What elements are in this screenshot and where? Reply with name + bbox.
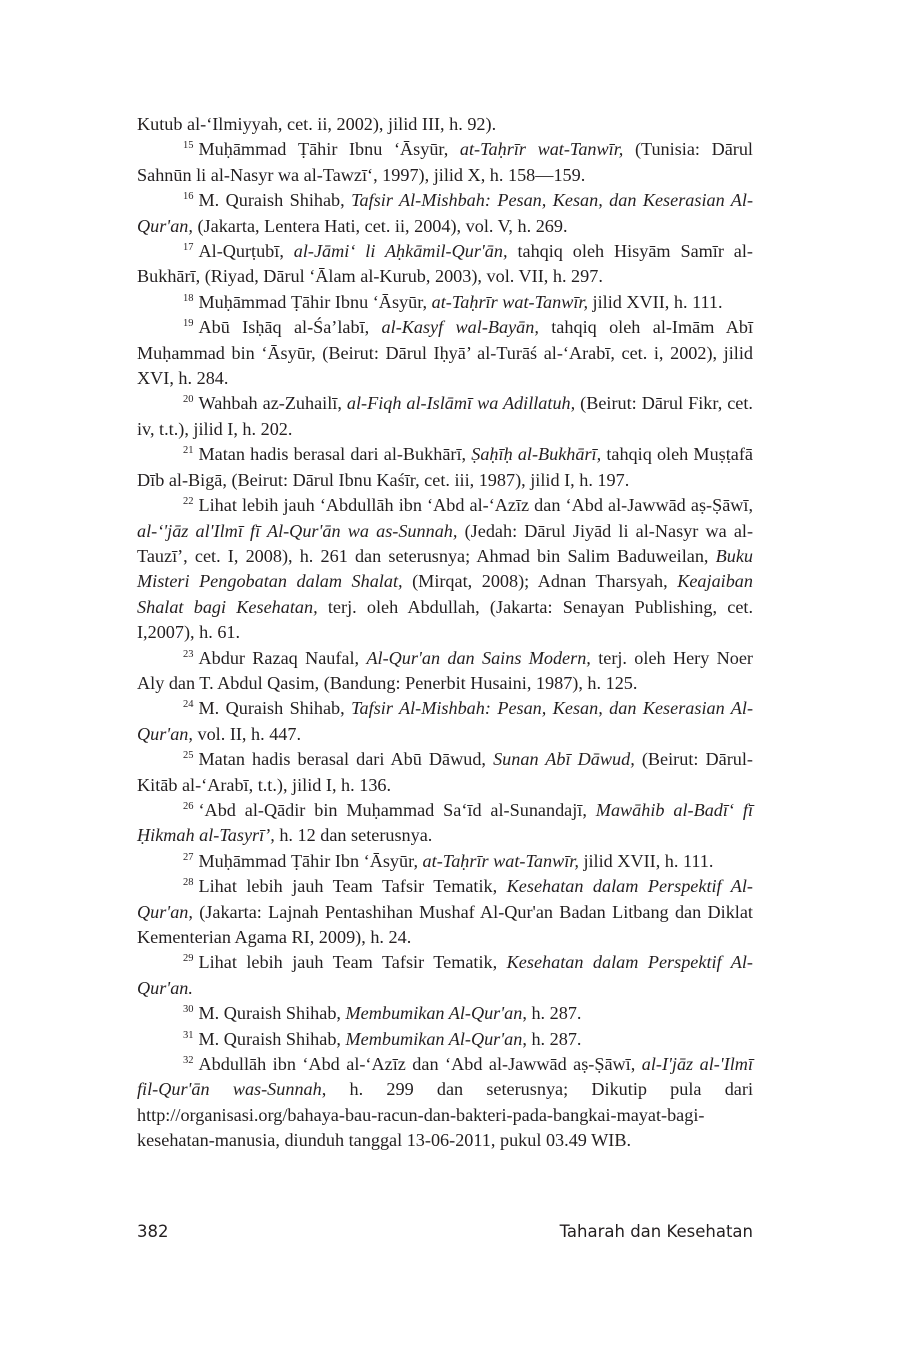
footnote-31: $^{31}$ M. Quraish Shihab, Membumikan Al-Qur'an, h. 287. [183, 1028, 582, 1049]
footnote-19: $^{19}$ Abū Isḥāq al-Śa’labī, al-Kasyf wal-Bayān, tahqiq oleh al-Imām Abī Muḥammad bin ‘Āsyūr, (Beirut: Dārul Iḥyā’ al-Turāś al-‘Arabī, cet. i, 2002), jilid XVI, h. 284. [137, 317, 753, 389]
footnote-20: $^{20}$ Wahbah az-Zuhailī, al-Fiqh al-Islāmī wa Adillatuh, (Beirut: Dārul Fikr, cet. iv, t.t.), jilid I, h. 202. [137, 393, 753, 439]
footnote-30: $^{30}$ M. Quraish Shihab, Membumikan Al-Qur'an, h. 287. [183, 1003, 582, 1024]
footnote-18: $^{18}$ Muḥāmmad Ṭāhir Ibnu ‘Āsyūr, at-Taḥrīr wat-Tanwīr, jilid XVII, h. 111. [183, 291, 723, 312]
footnote-29: $^{29}$ Lihat lebih jauh Team Tafsir Tematik, Kesehatan dalam Perspektif Al-Qur'an. [137, 952, 753, 998]
footnote-26: $^{26}$ ‘Abd al-Qādir bin Muḥammad Sa‘īd al-Sunandajī, Mawāhib al-Badī‘ fī Ḥikmah al-Tasyrī’, h. 12 dan seterusnya. [137, 799, 753, 846]
footnote-continued: Kutub al-‘Ilmiyyah, cet. ii, 2002), jilid III, h. 92). [137, 114, 497, 134]
page-footer [137, 1222, 753, 1246]
footnote-24: $^{24}$ M. Quraish Shihab, Tafsir Al-Mishbah: Pesan, Kesan, dan Keserasian Al-Qur'an, vol. II, h. 447. [137, 698, 753, 744]
footnote-17: $^{17}$ Al-Qurṭubī, al-Jāmi‘ li Aḥkāmil-Qur'ān, tahqiq oleh Hisyām Samīr al-Bukhārī, (Riyad, Dārul ‘Ālam al-Kurub, 2003), vol. VII, h. 297. [137, 241, 753, 287]
footnote-27: $^{27}$ Muḥāmmad Ṭāhir Ibn ‘Āsyūr, at-Taḥrīr wat-Tanwīr, jilid XVII, h. 111. [183, 850, 714, 871]
footnote-21: $^{21}$ Matan hadis berasal dari al-Bukhārī, Ṣaḥīḥ al-Bukhārī, tahqiq oleh Muṣṭafā Dīb al-Bigā, (Beirut: Dārul Ibnu Kaśīr, cet. iii, 1987), jilid I, h. 197. [137, 444, 754, 490]
footnote-22: $^{22}$ Lihat lebih jauh ‘Abdullāh ibn ‘Abd al-‘Azīz dan ‘Abd al-Jawwād aṣ-Ṣāwī, al-‘'jāz al'Ilmī fī Al-Qur'ān wa as-Sunnah, (Jedah: Dārul Jiyād li al-Nasyr wa al-Tauzī’, cet. I, 2008), h. 261 dan seterusnya; Ahmad bin Salim Baduweilan, Buku Misteri Pengobatan dalam Shalat, (Mirqat, 2008); Adnan Tharsyah, Keajaiban Shalat bagi Kesehatan, terj. oleh Abdullah, (Jakarta: Senayan Publishing, cet. I,2007), h. 61. [137, 495, 753, 643]
footnotes-block [137, 112, 753, 1154]
footnote-23: $^{23}$ Abdur Razaq Naufal, Al-Qur'an dan Sains Modern, terj. oleh Hery Noer Aly dan T. Abdul Qasim, (Bandung: Penerbit Husaini, 1987), h. 125. [137, 647, 753, 693]
footnote-16: $^{16}$ M. Quraish Shihab, Tafsir Al-Mishbah: Pesan, Kesan, dan Keserasian Al-Qur'an, (Jakarta, Lentera Hati, cet. ii, 2004), vol. V, h. 269. [137, 190, 753, 236]
footnote-28: $^{28}$ Lihat lebih jauh Team Tafsir Tematik, Kesehatan dalam Perspektif Al-Qur'an, (Jakarta: Lajnah Pentashihan Mushaf Al-Qur'an Badan Litbang dan Diklat Kementerian Agama RI, 2009), h. 24. [137, 876, 753, 947]
footnote-32: $^{32}$ Abdullāh ibn ‘Abd al-‘Azīz dan ‘Abd al-Jawwād aṣ-Ṣāwī, al-I'jāz al-'Ilmī fil-Qur'ān was-Sunnah, h. 299 dan seterusnya; Dikutip pula dari http://organisasi.org/bahaya-bau-racun-dan-bakteri-pada-bangkai-mayat-bagi-kesehatan-manusia, diunduh tanggal 13-06-2011, pukul 03.49 WIB. [137, 1054, 753, 1151]
page-number: 382 [137, 1222, 169, 1241]
running-title: Taharah dan Kesehatan [559, 1222, 753, 1241]
footnote-15: $^{15}$ Muḥāmmad Ṭāhir Ibnu ‘Āsyūr, at-Taḥrīr wat-Tanwīr, (Tunisia: Dārul Sahnūn li al-Nasyr wa al-Tawzī‘, 1997), jilid X, h. 158—159. [137, 139, 753, 185]
footnote-25: $^{25}$ Matan hadis berasal dari Abū Dāwud, Sunan Abī Dāwud, (Beirut: Dārul-Kitāb al-‘Arabī, t.t.), jilid I, h. 136. [137, 749, 753, 795]
